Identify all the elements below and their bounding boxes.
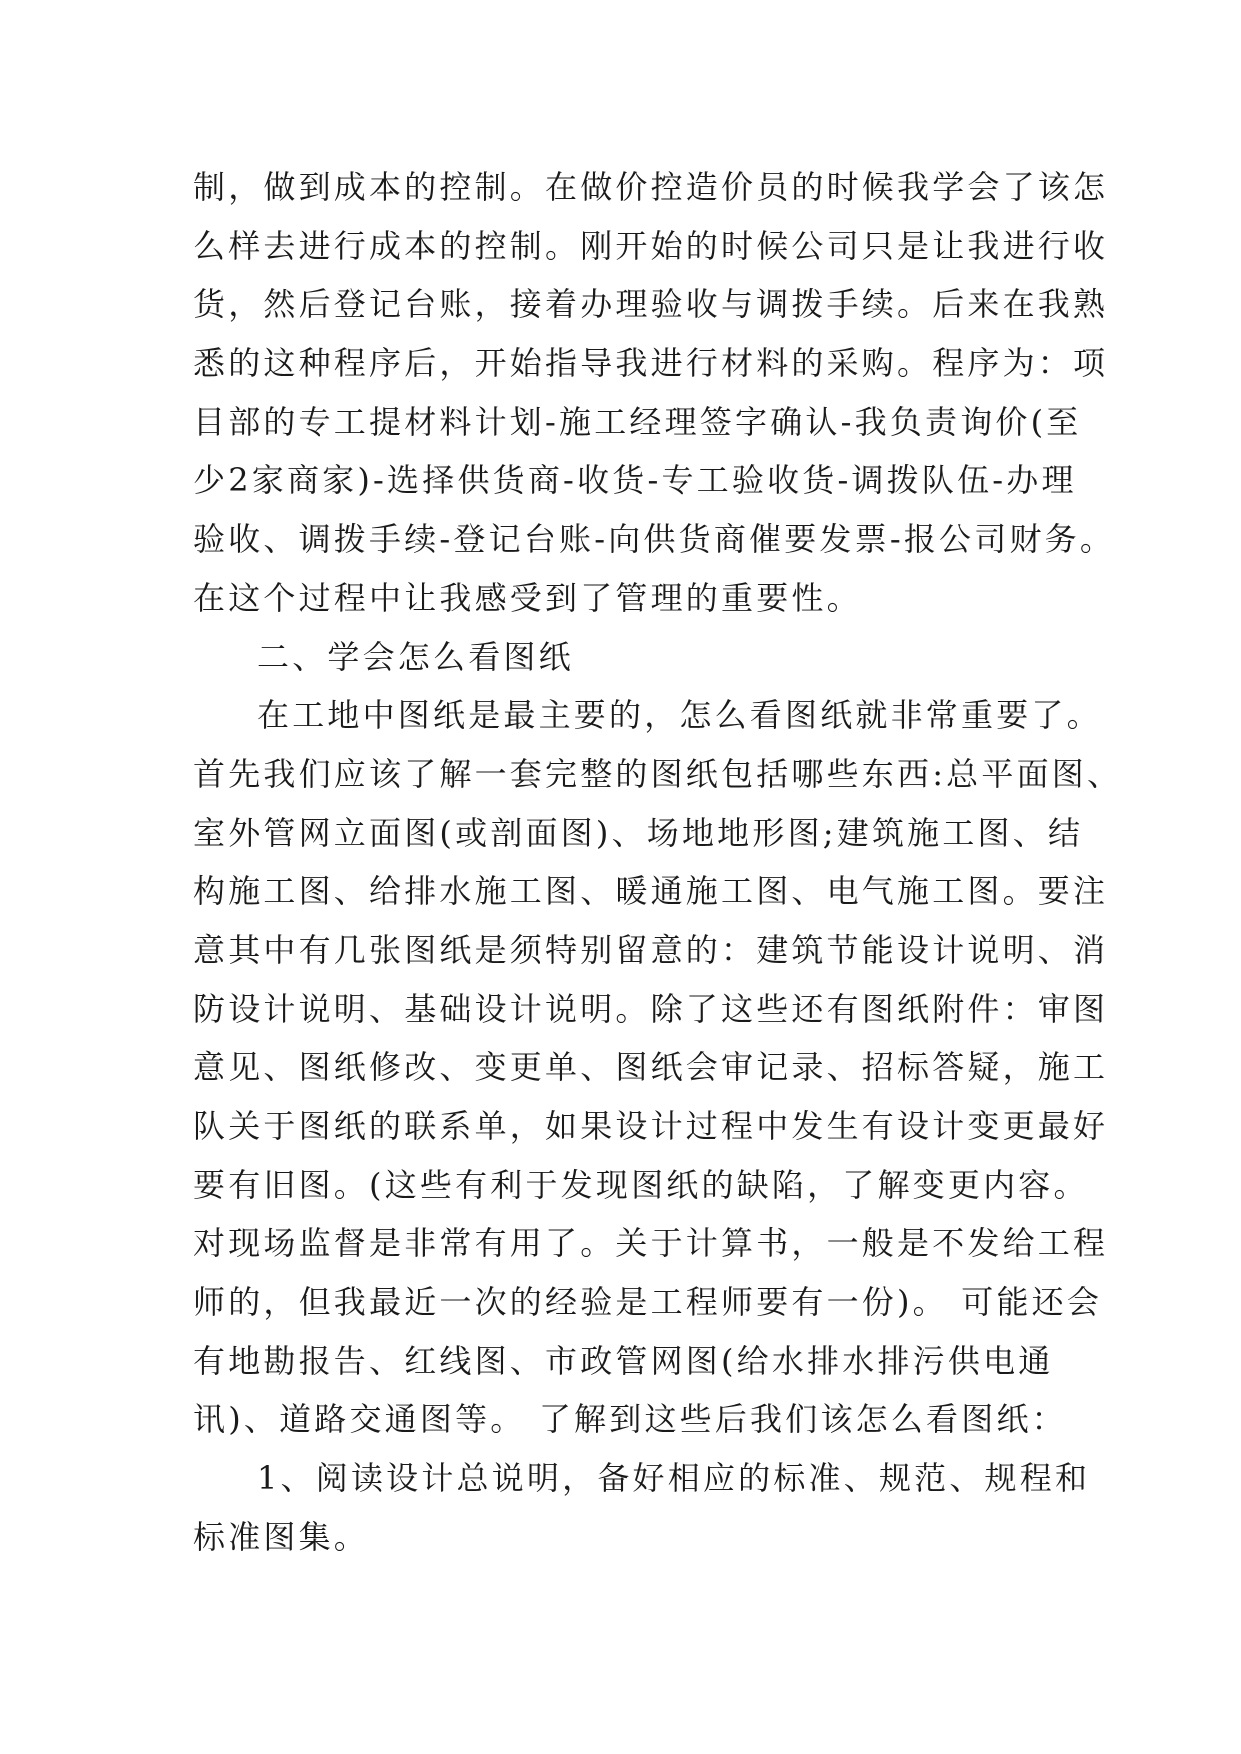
text-line: 讯)、道路交通图等。 了解到这些后我们该怎么看图纸： [193,1400,1067,1439]
text-line: 制，做到成本的控制。在做价控造价员的时候我学会了该怎 [193,168,1109,206]
text-line: 少2家商家)-选择供货商-收货-专工验收货-调拨队伍-办理 [193,461,1077,500]
body-text [193,158,1123,1567]
text-line: 意见、图纸修改、变更单、图纸会审记录、招标答疑，施工 [193,1048,1109,1087]
section-heading: 二、学会怎么看图纸 [257,637,574,676]
text-line: 在这个过程中让我感受到了管理的重要性。 [193,578,862,617]
text-line: 室外管网立面图(或剖面图)、场地地形图;建筑施工图、结 [193,813,1084,852]
text-line: 验收、调拨手续-登记台账-向供货商催要发票-报公司财务。 [193,520,1116,559]
text-line: 标准图集。 [193,1517,370,1556]
text-line: 构施工图、给排水施工图、暖通施工图、电气施工图。要注 [193,872,1109,911]
list-item-line: 1、阅读设计总说明，备好相应的标准、规范、规程和 [257,1459,1091,1498]
text-line: 首先我们应该了解一套完整的图纸包括哪些东西:总平面图、 [193,754,1123,793]
text-line: 队关于图纸的联系单，如果设计过程中发生有设计变更最好 [193,1107,1109,1145]
text-line: 对现场监督是非常有用了。关于计算书，一般是不发给工程 [193,1224,1109,1263]
paragraph-start-line: 在工地中图纸是最主要的，怎么看图纸就非常重要了。 [257,696,1102,735]
text-line: 要有旧图。(这些有利于发现图纸的缺陷，了解变更内容。 [193,1165,1089,1204]
text-line: 防设计说明、基础设计说明。除了这些还有图纸附件：审图 [193,989,1109,1028]
text-line: 货，然后登记台账，接着办理验收与调拨手续。后来在我熟 [193,285,1109,324]
text-line: 么样去进行成本的控制。刚开始的时候公司只是让我进行收 [193,226,1109,265]
text-line: 意其中有几张图纸是须特别留意的：建筑节能设计说明、消 [193,930,1109,969]
text-line: 悉的这种程序后，开始指导我进行材料的采购。程序为：项 [193,344,1109,383]
text-line: 有地勘报告、红线图、市政管网图(给水排水排污供电通 [193,1341,1054,1380]
text-line: 目部的专工提材料计划-施工经理签字确认-我负责询价(至 [193,402,1082,441]
text-line: 师的，但我最近一次的经验是工程师要有一份)。 可能还会 [193,1283,1103,1322]
